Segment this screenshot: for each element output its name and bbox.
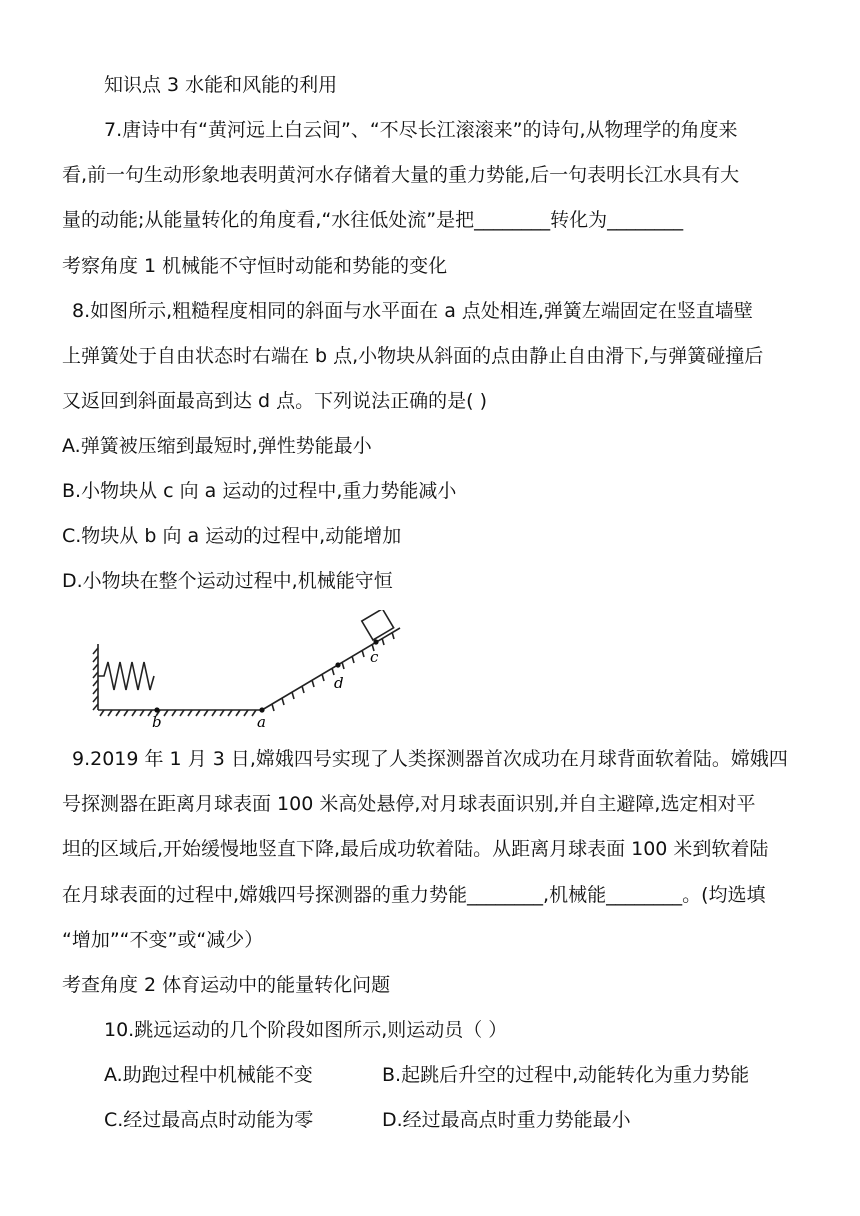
q8-line-2: 上弹簧处于自由状态时右端在 b 点,小物块从斜面的点由静止自由滑下,与弹簧碰撞后 xyxy=(62,345,764,367)
q7-line-1: 7.唐诗中有“黄河远上白云间”、“不尽长江滚滚来”的诗句,从物理学的角度来 xyxy=(104,119,738,141)
point-b-marker xyxy=(154,707,159,712)
q8-option-d: D.小物块在整个运动过程中,机械能守恒 xyxy=(62,570,393,592)
q8-option-c: C.物块从 b 向 a 运动的过程中,动能增加 xyxy=(62,525,402,547)
incline-spring-figure xyxy=(92,610,412,735)
angle2-title: 考查角度 2 体育运动中的能量转化问题 xyxy=(62,974,391,996)
q7-line-3: 量的动能;从能量转化的角度看,“水往低处流”是把________转化为________ xyxy=(62,209,684,231)
q9-line-5: “增加”“不变”或“减少） xyxy=(62,929,264,951)
q8-line-1: 8.如图所示,粗糙程度相同的斜面与水平面在 a 点处相连,弹簧左端固定在竖直墙壁 xyxy=(72,300,753,322)
incline-spring-diagram xyxy=(92,610,412,730)
label-a: a xyxy=(257,713,266,730)
point-a-marker xyxy=(259,707,264,712)
angle1-title: 考察角度 1 机械能不守恒时动能和势能的变化 xyxy=(62,255,448,277)
q8-line-3: 又返回到斜面最高到达 d 点。下列说法正确的是( ) xyxy=(62,390,488,412)
label-d: d xyxy=(334,674,344,692)
q8-option-b: B.小物块从 c 向 a 运动的过程中,重力势能减小 xyxy=(62,480,457,502)
label-c: c xyxy=(370,648,379,666)
q9-line-2: 号探测器在距离月球表面 100 米高处悬停,对月球表面识别,并自主避障,选定相对平 xyxy=(62,793,756,815)
point-c-marker xyxy=(373,639,378,644)
q10-option-b: B.起跳后升空的过程中,动能转化为重力势能 xyxy=(382,1064,750,1086)
ground-hatching xyxy=(100,710,256,716)
q10-option-d: D.经过最高点时重力势能最小 xyxy=(382,1109,631,1131)
q10-stem: 10.跳远运动的几个阶段如图所示,则运动员（ ） xyxy=(104,1019,508,1041)
label-b: b xyxy=(152,713,162,730)
incline-line xyxy=(262,628,400,710)
q9-line-3: 坦的区域后,开始缓慢地竖直下降,最后成功软着陆。从距离月球表面 100 米到软着陆 xyxy=(62,838,769,860)
q7-line-2: 看,前一句生动形象地表明黄河水存储着大量的重力势能,后一句表明长江水具有大 xyxy=(62,164,740,186)
q8-option-a: A.弹簧被压缩到最短时,弹性势能最小 xyxy=(62,435,372,457)
point-d-marker xyxy=(335,662,340,667)
q10-option-c: C.经过最高点时动能为零 xyxy=(104,1109,314,1131)
q10-option-a: A.助跑过程中机械能不变 xyxy=(104,1064,313,1086)
q9-line-4: 在月球表面的过程中,嫦娥四号探测器的重力势能________,机械能________。(均选填 xyxy=(62,884,766,906)
section3-title: 知识点 3 水能和风能的利用 xyxy=(104,74,338,96)
q9-line-1: 9.2019 年 1 月 3 日,嫦娥四号实现了人类探测器首次成功在月球背面软着陆。嫦娥四 xyxy=(72,748,788,770)
spring xyxy=(98,662,154,690)
